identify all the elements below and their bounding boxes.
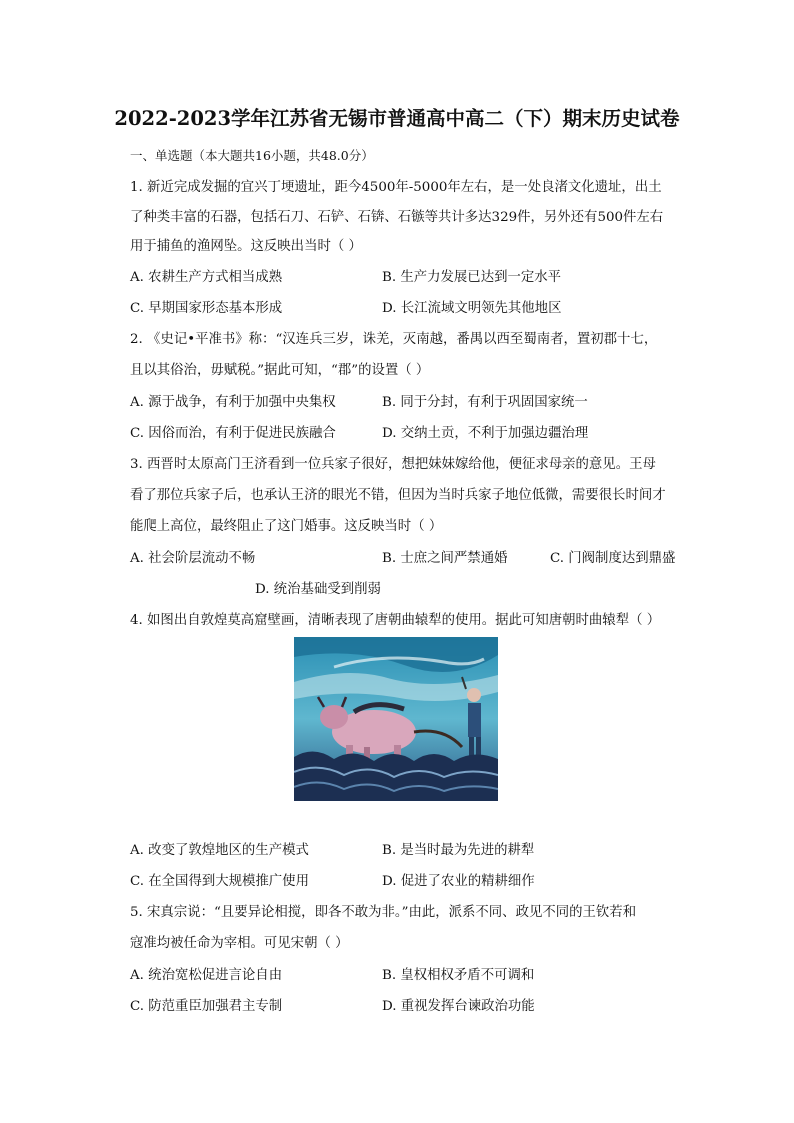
q3-line-3: 能爬上高位，最终阻止了这门婚事。这反映当时（ ） xyxy=(130,519,443,534)
q2-line-2: 且以其俗治，毋赋税。”据此可知，“郡”的设置（ ） xyxy=(130,363,430,378)
q1-option-c[interactable]: C. 早期国家形态基本形成 xyxy=(130,301,283,316)
q5-line-2: 寇准均被任命为宰相。可见宋朝（ ） xyxy=(130,936,349,951)
q3-option-a[interactable]: A. 社会阶层流动不畅 xyxy=(130,551,256,566)
q2-option-b[interactable]: B. 同于分封，有利于巩固国家统一 xyxy=(382,395,588,410)
q3-option-d[interactable]: D. 统治基础受到削弱 xyxy=(255,582,381,597)
q1-line-1: 1. 新近完成发掘的宜兴丁埂遗址，距今4500年-5000年左右，是一处良渚文化遗址，出土 xyxy=(130,180,662,195)
q1-line-2: 了种类丰富的石器，包括石刀、石铲、石锛、石镞等共计多达329件，另外还有500件左右 xyxy=(130,210,664,225)
q4-option-d[interactable]: D. 促进了农业的精耕细作 xyxy=(382,874,535,889)
q1-option-d[interactable]: D. 长江流域文明领先其他地区 xyxy=(382,301,562,316)
section-heading: 一、单选题（本大题共16小题，共48.0分） xyxy=(130,148,374,163)
q2-option-c[interactable]: C. 因俗而治，有利于促进民族融合 xyxy=(130,426,336,441)
q1-option-b[interactable]: B. 生产力发展已达到一定水平 xyxy=(382,270,562,285)
q2-option-d[interactable]: D. 交纳土贡，不利于加强边疆治理 xyxy=(382,426,589,441)
q5-line-1: 5. 宋真宗说：“且要异论相搅，即各不敢为非。”由此，派系不同、政见不同的王钦若和 xyxy=(130,905,637,920)
q5-option-b[interactable]: B. 皇权相权矛盾不可调和 xyxy=(382,968,535,983)
q4-option-b[interactable]: B. 是当时最为先进的耕犁 xyxy=(382,843,535,858)
exam-title: 2022-2023学年江苏省无锡市普通高中高二（下）期末历史试卷 xyxy=(114,107,680,130)
q3-line-1: 3. 西晋时太原高门王济看到一位兵家子很好，想把妹妹嫁给他，便征求母亲的意见。王母 xyxy=(130,457,656,472)
q5-option-a[interactable]: A. 统治宽松促进言论自由 xyxy=(130,968,283,983)
q5-option-c[interactable]: C. 防范重臣加强君主专制 xyxy=(130,999,283,1014)
q5-option-d[interactable]: D. 重视发挥台谏政治功能 xyxy=(382,999,535,1014)
q1-line-3: 用于捕鱼的渔网坠。这反映出当时（ ） xyxy=(130,239,362,254)
q4-line-1: 4. 如图出自敦煌莫高窟壁画，清晰表现了唐朝曲辕犁的使用。据此可知唐朝时曲辕犁（ ） xyxy=(130,613,661,628)
dunhuang-mural-image xyxy=(294,637,498,801)
mural-painting xyxy=(294,637,498,801)
q2-line-1: 2. 《史记•平准书》称：“汉连兵三岁，诛羌，灭南越，番禺以西至蜀南者，置初郡十七， xyxy=(130,332,658,347)
q1-option-a[interactable]: A. 农耕生产方式相当成熟 xyxy=(130,270,283,285)
q3-option-c[interactable]: C. 门阀制度达到鼎盛 xyxy=(550,551,676,566)
q4-option-a[interactable]: A. 改变了敦煌地区的生产模式 xyxy=(130,843,309,858)
q3-option-b[interactable]: B. 士庶之间严禁通婚 xyxy=(382,551,508,566)
q2-option-a[interactable]: A. 源于战争，有利于加强中央集权 xyxy=(130,395,336,410)
q3-line-2: 看了那位兵家子后，也承认王济的眼光不错，但因为当时兵家子地位低微，需要很长时间才 xyxy=(130,488,666,503)
q4-option-c[interactable]: C. 在全国得到大规模推广使用 xyxy=(130,874,309,889)
